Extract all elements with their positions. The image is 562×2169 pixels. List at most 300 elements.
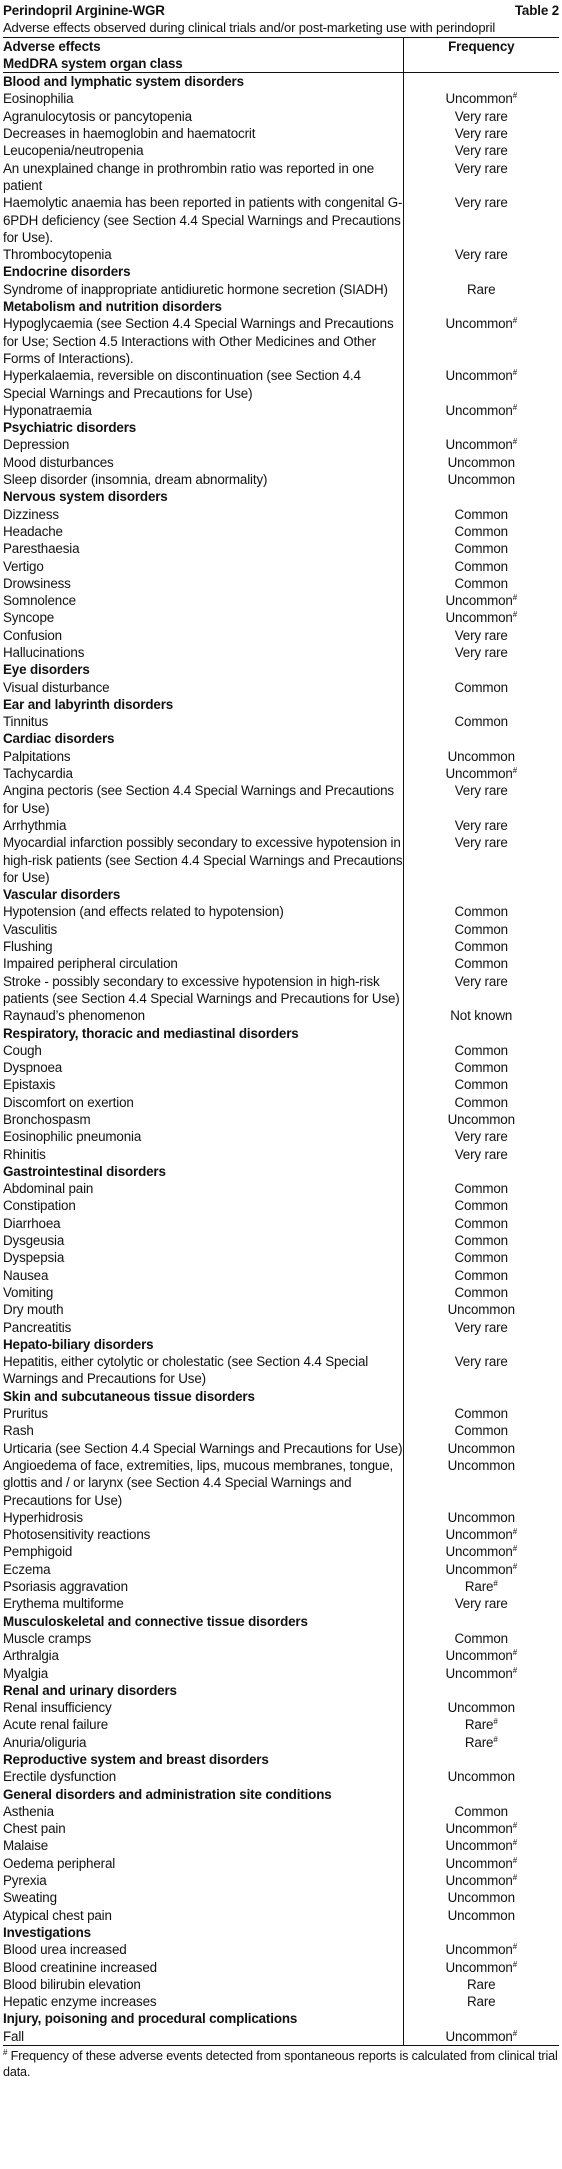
adverse-effect-name: Constipation	[3, 1198, 76, 1214]
frequency-cell	[403, 1855, 559, 1872]
adverse-effect-name: Agranulocytosis or pancytopenia	[3, 108, 192, 124]
table-row	[3, 627, 559, 644]
adverse-effect-name: Vasculitis	[3, 921, 58, 937]
frequency-cell	[403, 679, 559, 696]
footnote-marker: #	[512, 766, 518, 776]
frequency-value: Common	[454, 921, 508, 937]
footnote-marker: #	[493, 1734, 498, 1744]
frequency-cell	[403, 1993, 559, 2010]
table-row	[3, 1197, 559, 1214]
table-row	[3, 1768, 559, 1785]
adverse-effect-name: Abdominal pain	[3, 1181, 94, 1197]
frequency-cell	[403, 661, 559, 678]
table-row	[3, 558, 559, 575]
category-row	[3, 1613, 559, 1630]
adverse-effect-name: Paresthaesia	[3, 541, 80, 557]
frequency-cell	[403, 1267, 559, 1284]
frequency-cell	[403, 834, 559, 886]
table-label: Table 2	[514, 3, 559, 18]
category-row	[3, 1751, 559, 1768]
frequency-cell	[403, 955, 559, 972]
frequency-cell	[403, 1751, 559, 1768]
table-row	[3, 1076, 559, 1093]
adverse-effect-name: Cough	[3, 1042, 42, 1058]
table-row	[3, 903, 559, 920]
frequency-cell	[403, 1197, 559, 1214]
frequency-cell	[403, 713, 559, 730]
frequency-cell	[403, 1630, 559, 1647]
adverse-effect-name: Epistaxis	[3, 1077, 56, 1093]
table-row	[3, 1215, 559, 1232]
footnote-marker: #	[512, 1561, 518, 1571]
adverse-effect-name: Erectile dysfunction	[3, 1769, 117, 1785]
category-name: Psychiatric disorders	[3, 420, 137, 436]
table-row	[3, 1284, 559, 1301]
table-row	[3, 1319, 559, 1336]
frequency-cell	[403, 558, 559, 575]
table-row	[3, 1509, 559, 1526]
frequency-cell	[403, 1094, 559, 1111]
frequency-cell	[403, 1768, 559, 1785]
adverse-effect-name: Eosinophilia	[3, 91, 74, 107]
frequency-cell	[403, 1734, 559, 1751]
footnote-marker: #	[493, 1579, 498, 1589]
category-name: Cardiac disorders	[3, 731, 115, 747]
adverse-effect-name: Photosensitivity reactions	[3, 1527, 151, 1543]
footnote-marker: #	[512, 1855, 518, 1865]
adverse-effect-name: Asthenia	[3, 1803, 54, 1819]
frequency-cell	[403, 575, 559, 592]
adverse-effect-name: Raynaud’s phenomenon	[3, 1008, 145, 1024]
table-row	[3, 921, 559, 938]
frequency-cell	[403, 696, 559, 713]
frequency-cell	[403, 1526, 559, 1543]
frequency-cell	[403, 1595, 559, 1612]
adverse-effect-name: Hypotension (and effects related to hypotension)	[3, 904, 284, 920]
frequency-cell	[403, 1284, 559, 1301]
frequency-cell	[403, 1561, 559, 1578]
frequency-value: Uncommon	[445, 1942, 513, 1958]
frequency-value: Uncommon	[445, 1873, 513, 1889]
frequency-cell	[403, 402, 559, 419]
frequency-cell	[403, 246, 559, 263]
frequency-cell	[403, 1699, 559, 1716]
frequency-value: Rare	[464, 1717, 494, 1733]
table-row	[3, 436, 559, 453]
table-row	[3, 713, 559, 730]
category-row	[3, 1682, 559, 1699]
frequency-cell	[403, 419, 559, 436]
adverse-effect-name: Drowsiness	[3, 575, 71, 591]
table-row	[3, 973, 559, 1008]
frequency-cell	[403, 263, 559, 280]
frequency-cell	[403, 903, 559, 920]
frequency-value: Very rare	[454, 160, 508, 176]
adverse-effect-name: Mood disturbances	[3, 454, 114, 470]
table-row	[3, 1959, 559, 1976]
category-name: Nervous system disorders	[3, 489, 168, 505]
frequency-cell	[403, 1388, 559, 1405]
table-row	[3, 90, 559, 107]
header-line-1: Adverse effects	[3, 38, 101, 54]
frequency-value: Common	[454, 1406, 508, 1422]
adverse-effect-name: Headache	[3, 523, 63, 539]
table-row	[3, 748, 559, 765]
frequency-value: Very rare	[454, 1354, 508, 1370]
frequency-value: Uncommon	[445, 437, 513, 453]
frequency-cell	[403, 1613, 559, 1630]
adverse-effect-name: Hallucinations	[3, 644, 85, 660]
category-row	[3, 886, 559, 903]
frequency-value: Common	[454, 714, 508, 730]
adverse-effect-name: Bronchospasm	[3, 1112, 91, 1127]
adverse-effect-name: Sweating	[3, 1890, 57, 1906]
table-row	[3, 540, 559, 557]
frequency-value: Common	[454, 1215, 508, 1231]
frequency-cell	[403, 2010, 559, 2027]
adverse-effect-name: Sleep disorder (insomnia, dream abnormality)	[3, 472, 268, 488]
adverse-effect-name: Depression	[3, 437, 70, 453]
footnote-marker: #	[512, 1648, 518, 1658]
adverse-effect-name: Angioedema of face, extremities, lips, mucous membranes, tongue, glottis and / or larynx (see Section 4.4 Special Warnings and Precautions for Use)	[3, 1457, 394, 1508]
frequency-cell	[403, 315, 559, 367]
frequency-cell	[403, 1180, 559, 1197]
frequency-value: Uncommon	[445, 1665, 513, 1681]
footnote-mark: #	[3, 2048, 8, 2058]
frequency-value: Uncommon	[445, 1544, 513, 1560]
footnote-marker: #	[512, 1527, 518, 1537]
frequency-value: Uncommon	[445, 610, 513, 626]
adverse-effects-table	[3, 38, 559, 2046]
frequency-cell	[403, 1976, 559, 1993]
frequency-value: Uncommon	[445, 402, 513, 418]
frequency-cell	[403, 1647, 559, 1664]
document	[3, 0, 559, 2080]
frequency-cell	[403, 160, 559, 195]
frequency-cell	[403, 1215, 559, 1232]
table-row	[3, 1837, 559, 1854]
adverse-effect-name: Chest pain	[3, 1821, 66, 1837]
frequency-cell	[403, 1509, 559, 1526]
frequency-value: Very rare	[454, 644, 508, 660]
adverse-effect-name: Hyperhidrosis	[3, 1509, 83, 1525]
frequency-value: Common	[454, 1630, 508, 1646]
frequency-cell	[403, 921, 559, 938]
frequency-value: Uncommon	[447, 1112, 515, 1127]
table-row	[3, 1440, 559, 1457]
category-name: Blood and lymphatic system disorders	[3, 74, 244, 90]
frequency-value: Common	[454, 1042, 508, 1058]
adverse-effect-name: Hyperkalaemia, reversible on discontinuation (see Section 4.4 Special Warnings and Precautions for Use)	[3, 368, 361, 401]
adverse-effect-name: Confusion	[3, 627, 62, 643]
frequency-cell	[403, 454, 559, 471]
frequency-value: Common	[454, 1181, 508, 1197]
footnote	[3, 2046, 559, 2080]
frequency-value: Uncommon	[445, 2028, 513, 2044]
frequency-value: Uncommon	[445, 1527, 513, 1543]
table-row	[3, 1734, 559, 1751]
table-row	[3, 1353, 559, 1388]
table-row	[3, 679, 559, 696]
frequency-value: Common	[454, 1284, 508, 1300]
adverse-effect-name: Diarrhoea	[3, 1215, 61, 1231]
frequency-cell	[403, 1353, 559, 1388]
frequency-cell	[403, 194, 559, 246]
adverse-effect-name: Fall	[3, 2028, 403, 2046]
category-name: Metabolism and nutrition disorders	[3, 299, 222, 315]
frequency-value: Very rare	[454, 195, 508, 211]
table-row	[3, 575, 559, 592]
adverse-effect-name: Hypoglycaemia (see Section 4.4 Special Warnings and Precautions for Use; Section 4.5 Interactions with Other Medicines and Other Forms of Interactions).	[3, 316, 394, 366]
table-row	[3, 1526, 559, 1543]
table-row	[3, 1820, 559, 1837]
frequency-cell	[403, 1578, 559, 1595]
category-name: Ear and labyrinth disorders	[3, 696, 174, 712]
category-name: Musculoskeletal and connective tissue disorders	[3, 1613, 308, 1629]
category-row	[3, 2010, 559, 2027]
frequency-value: Uncommon	[447, 1457, 515, 1473]
footnote-marker: #	[512, 91, 518, 101]
table-row	[3, 108, 559, 125]
frequency-cell	[403, 2028, 559, 2046]
frequency-value: Not known	[450, 1008, 513, 1024]
table-row	[3, 1007, 559, 1024]
table-row	[3, 1803, 559, 1820]
frequency-value: Uncommon	[447, 454, 515, 470]
frequency-cell	[403, 592, 559, 609]
frequency-value: Uncommon	[445, 593, 513, 609]
frequency-cell	[403, 1959, 559, 1976]
category-name: Respiratory, thoracic and mediastinal disorders	[3, 1025, 299, 1041]
frequency-value: Very rare	[454, 817, 508, 833]
adverse-effect-name: Decreases in haemoglobin and haematocrit	[3, 126, 256, 142]
frequency-cell	[403, 142, 559, 159]
table-row	[3, 1405, 559, 1422]
frequency-value: Common	[454, 541, 508, 557]
category-name: General disorders and administration site conditions	[3, 1786, 332, 1802]
frequency-cell	[403, 627, 559, 644]
table-row	[3, 125, 559, 142]
frequency-cell	[403, 506, 559, 523]
frequency-cell	[403, 125, 559, 142]
frequency-cell	[403, 1336, 559, 1353]
frequency-cell	[403, 90, 559, 107]
footnote-marker: #	[512, 1959, 518, 1969]
adverse-effect-name: Urticaria (see Section 4.4 Special Warnings and Precautions for Use)	[3, 1440, 403, 1456]
category-name: Investigations	[3, 1924, 91, 1940]
frequency-value: Uncommon	[445, 1648, 513, 1664]
adverse-effect-name: Pyrexia	[3, 1873, 47, 1889]
adverse-effect-name: Muscle cramps	[3, 1630, 92, 1646]
category-row	[3, 696, 559, 713]
footnote-marker: #	[493, 1717, 498, 1727]
frequency-value: Uncommon	[445, 1838, 513, 1854]
frequency-value: Common	[454, 1077, 508, 1093]
table-row	[3, 1543, 559, 1560]
frequency-cell	[403, 1146, 559, 1163]
table-row	[3, 938, 559, 955]
frequency-cell	[403, 782, 559, 817]
table-row	[3, 1578, 559, 1595]
category-name: Hepato-biliary disorders	[3, 1336, 154, 1352]
frequency-value: Rare	[467, 1976, 496, 1992]
frequency-value: Common	[454, 523, 508, 539]
frequency-cell	[403, 1025, 559, 1042]
frequency-value: Uncommon	[447, 1440, 515, 1456]
category-row	[3, 488, 559, 505]
adverse-effect-name: Acute renal failure	[3, 1717, 109, 1733]
frequency-value: Uncommon	[445, 1959, 513, 1975]
frequency-value: Rare	[467, 281, 496, 297]
frequency-cell	[403, 1405, 559, 1422]
category-row	[3, 419, 559, 436]
frequency-value: Uncommon	[447, 1700, 515, 1716]
category-name: Gastrointestinal disorders	[3, 1163, 166, 1179]
adverse-effect-name: Arrhythmia	[3, 817, 67, 833]
adverse-effect-name: Dry mouth	[3, 1302, 64, 1318]
frequency-cell	[403, 523, 559, 540]
frequency-value: Common	[454, 1233, 508, 1249]
frequency-value: Very rare	[454, 143, 508, 159]
frequency-cell	[403, 108, 559, 125]
table-row	[3, 1941, 559, 1958]
adverse-effect-name: Somnolence	[3, 593, 76, 609]
frequency-cell	[403, 973, 559, 1008]
table-row	[3, 194, 559, 246]
adverse-effect-name: Blood bilirubin elevation	[3, 1976, 141, 1992]
footnote-marker: #	[512, 316, 518, 326]
adverse-effect-name: Arthralgia	[3, 1648, 59, 1664]
category-row	[3, 1163, 559, 1180]
frequency-cell	[403, 938, 559, 955]
frequency-cell	[403, 730, 559, 747]
table-row	[3, 1716, 559, 1733]
adverse-effect-name: Thrombocytopenia	[3, 247, 112, 263]
adverse-effect-name: Eosinophilic pneumonia	[3, 1129, 142, 1145]
frequency-value: Uncommon	[445, 1855, 513, 1871]
frequency-value: Uncommon	[447, 748, 515, 764]
frequency-value: Common	[454, 939, 508, 955]
frequency-value: Common	[454, 1094, 508, 1110]
frequency-cell	[403, 1543, 559, 1560]
frequency-cell	[403, 1163, 559, 1180]
table-row	[3, 1249, 559, 1266]
adverse-effect-name: Angina pectoris (see Section 4.4 Special Warnings and Precautions for Use)	[3, 783, 394, 816]
frequency-value: Common	[454, 1250, 508, 1266]
frequency-cell	[403, 1786, 559, 1803]
frequency-cell	[403, 609, 559, 626]
adverse-effect-name: Pancreatitis	[3, 1319, 72, 1335]
table-row	[3, 402, 559, 419]
frequency-value: Uncommon	[445, 368, 513, 384]
adverse-effect-name: Myalgia	[3, 1665, 49, 1681]
adverse-effect-name: Palpitations	[3, 748, 71, 764]
frequency-cell	[403, 73, 559, 91]
table-row	[3, 523, 559, 540]
table-row	[3, 1561, 559, 1578]
table-row	[3, 1457, 559, 1509]
footnote-marker: #	[512, 437, 518, 447]
table-row	[3, 1907, 559, 1924]
frequency-value: Uncommon	[445, 91, 513, 107]
frequency-value: Uncommon	[445, 1821, 513, 1837]
document-title: Perindopril Arginine-WGR	[3, 3, 165, 18]
frequency-cell	[403, 1716, 559, 1733]
table-row	[3, 1630, 559, 1647]
table-row	[3, 1993, 559, 2010]
category-name: Injury, poisoning and procedural complications	[3, 2011, 298, 2027]
category-name: Reproductive system and breast disorders	[3, 1751, 269, 1767]
frequency-cell	[403, 1889, 559, 1906]
adverse-effect-name: Impaired peripheral circulation	[3, 956, 178, 972]
frequency-value: Uncommon	[447, 1509, 515, 1525]
frequency-cell	[403, 367, 559, 402]
header-adverse-effects	[3, 38, 403, 73]
adverse-effect-name: Vomiting	[3, 1284, 54, 1300]
table-row	[3, 782, 559, 817]
category-row	[3, 73, 559, 91]
table-row	[3, 1665, 559, 1682]
adverse-effect-name: Dysgeusia	[3, 1233, 65, 1249]
adverse-effect-name: Atypical chest pain	[3, 1907, 112, 1923]
adverse-effect-name: Dyspepsia	[3, 1250, 65, 1266]
table-row	[3, 955, 559, 972]
frequency-cell	[403, 1924, 559, 1941]
header-frequency: Frequency	[403, 38, 559, 73]
frequency-value: Uncommon	[447, 1890, 515, 1906]
table-row	[3, 1699, 559, 1716]
adverse-effect-name: Hepatitis, either cytolytic or cholestatic (see Section 4.4 Special Warnings and Precautions for Use)	[3, 1354, 369, 1387]
frequency-cell	[403, 1907, 559, 1924]
frequency-cell	[403, 1457, 559, 1509]
category-row	[3, 1025, 559, 1042]
table-row	[3, 454, 559, 471]
table-row	[3, 1042, 559, 1059]
frequency-value: Very rare	[454, 108, 508, 124]
frequency-value: Common	[454, 1267, 508, 1283]
category-row	[3, 1924, 559, 1941]
table-row	[3, 1976, 559, 1993]
frequency-cell	[403, 436, 559, 453]
footnote-marker: #	[512, 593, 518, 603]
frequency-cell	[403, 471, 559, 488]
adverse-effect-name: An unexplained change in prothrombin ratio was reported in one patient	[3, 160, 375, 193]
table-row	[3, 1301, 559, 1318]
frequency-cell	[403, 1076, 559, 1093]
frequency-cell	[403, 765, 559, 782]
frequency-value: Very rare	[454, 1319, 508, 1335]
category-name: Eye disorders	[3, 662, 90, 678]
table-row	[3, 1647, 559, 1664]
footnote-text: Frequency of these adverse events detected from spontaneous reports is calculated from clinical trial data.	[3, 2049, 558, 2080]
table-row	[3, 506, 559, 523]
frequency-cell	[403, 1128, 559, 1145]
frequency-cell	[403, 1440, 559, 1457]
table-row	[3, 281, 559, 298]
table-row	[3, 1872, 559, 1889]
table-row	[3, 592, 559, 609]
footnote-marker: #	[512, 1838, 518, 1848]
frequency-cell	[403, 281, 559, 298]
frequency-cell	[403, 298, 559, 315]
footnote-marker: #	[512, 610, 518, 620]
footnote-marker: #	[512, 368, 518, 378]
frequency-cell	[403, 817, 559, 834]
frequency-value: Very rare	[454, 1129, 508, 1145]
frequency-value: Rare	[464, 1734, 494, 1750]
adverse-effect-name: Discomfort on exertion	[3, 1094, 134, 1110]
table-body	[3, 73, 559, 2046]
